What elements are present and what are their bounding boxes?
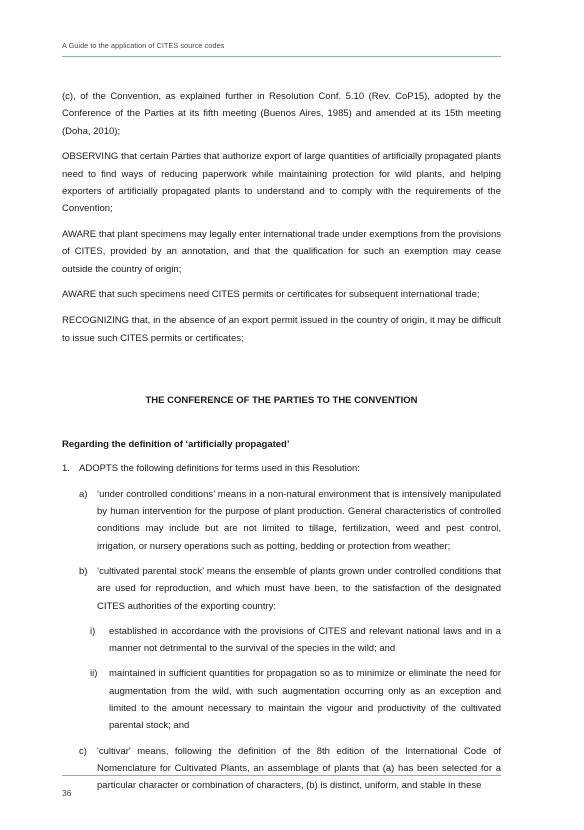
list-item-b bbox=[62, 563, 501, 615]
section-heading: THE CONFERENCE OF THE PARTIES TO THE CONVENTION bbox=[145, 394, 418, 406]
list-item-label: i) bbox=[90, 625, 96, 637]
list-item-1 bbox=[62, 460, 501, 477]
list-item-label: 1. bbox=[62, 463, 70, 475]
list-item-text: ‘under controlled conditions’ means in a non-natural environment that is intensively manipulated by human intervention for the purpose of plant production. General characteristics of controlled conditions may include but are not limited to tillage, fertilization, weed and pest control, irrigation, or nursery operations such as potting, bedding or protection from weather; bbox=[97, 488, 501, 552]
page-number: 36 bbox=[62, 788, 72, 798]
document-body bbox=[62, 88, 501, 803]
list-item-text: ADOPTS the following definitions for terms used in this Resolution: bbox=[79, 463, 360, 475]
list-item-label: c) bbox=[79, 745, 87, 757]
paragraph: OBSERVING that certain Parties that authorize export of large quantities of artificially propagated plants need to find ways of reducing paperwork while maintaining protection for wild plants, and helping exporters of artificially propagated plants to understand and to comply with the requirements of the Convention; bbox=[62, 151, 501, 215]
list-item-c bbox=[62, 743, 501, 795]
paragraph: RECOGNIZING that, in the absence of an export permit issued in the country of origin, it may be difficult to issue such CITES permits or certificates; bbox=[62, 315, 501, 344]
subheading: Regarding the definition of ‘artificially propagated’ bbox=[62, 439, 290, 451]
list-item-text: maintained in sufficient quantities for propagation so as to minimize or eliminate the need for augmentation from the wild, with such augmentation occurring only as an exception and limited to the amount necessary to maintain the vigour and productivity of the cultivated parental stock; and bbox=[109, 668, 501, 732]
header-rule bbox=[62, 56, 501, 57]
paragraph: AWARE that plant specimens may legally enter international trade under exemptions from the provisions of CITES, provided by an annotation, and that the qualification for such an exemption may cease outside the country of origin; bbox=[62, 229, 501, 275]
list-item-label: b) bbox=[79, 565, 88, 577]
running-header: A Guide to the application of CITES source codes bbox=[62, 41, 225, 50]
list-item-a bbox=[62, 486, 501, 555]
paragraph: AWARE that such specimens need CITES permits or certificates for subsequent international trade; bbox=[62, 289, 480, 301]
list-item-text: 'cultivar' means, following the definition of the 8th edition of the International Code of Nomenclature for Cultivated Plants, an assemblage of plants that (a) has been selected for a particular character or combination of characters, (b) is distinct, uniform, and stable in these bbox=[97, 745, 501, 792]
list-item-ii bbox=[62, 665, 501, 734]
paragraph: (c), of the Convention, as explained further in Resolution Conf. 5.10 (Rev. CoP15), adopted by the Conference of the Parties at its fifth meeting (Buenos Aires, 1985) and amended at its 15th meeting (Doha, 2010); bbox=[62, 91, 501, 137]
list-item-label: a) bbox=[79, 488, 88, 500]
footer-rule bbox=[62, 775, 501, 776]
list-item-label: ii) bbox=[90, 668, 98, 680]
list-item-text: ‘cultivated parental stock’ means the ensemble of plants grown under controlled conditions that are used for reproduction, and which must have been, to the satisfaction of the designated CITES authorities of the exporting country: bbox=[97, 565, 501, 612]
list-item-i bbox=[62, 623, 501, 658]
list-item-text: established in accordance with the provisions of CITES and relevant national laws and in a manner not detrimental to the survival of the species in the wild; and bbox=[109, 625, 501, 655]
